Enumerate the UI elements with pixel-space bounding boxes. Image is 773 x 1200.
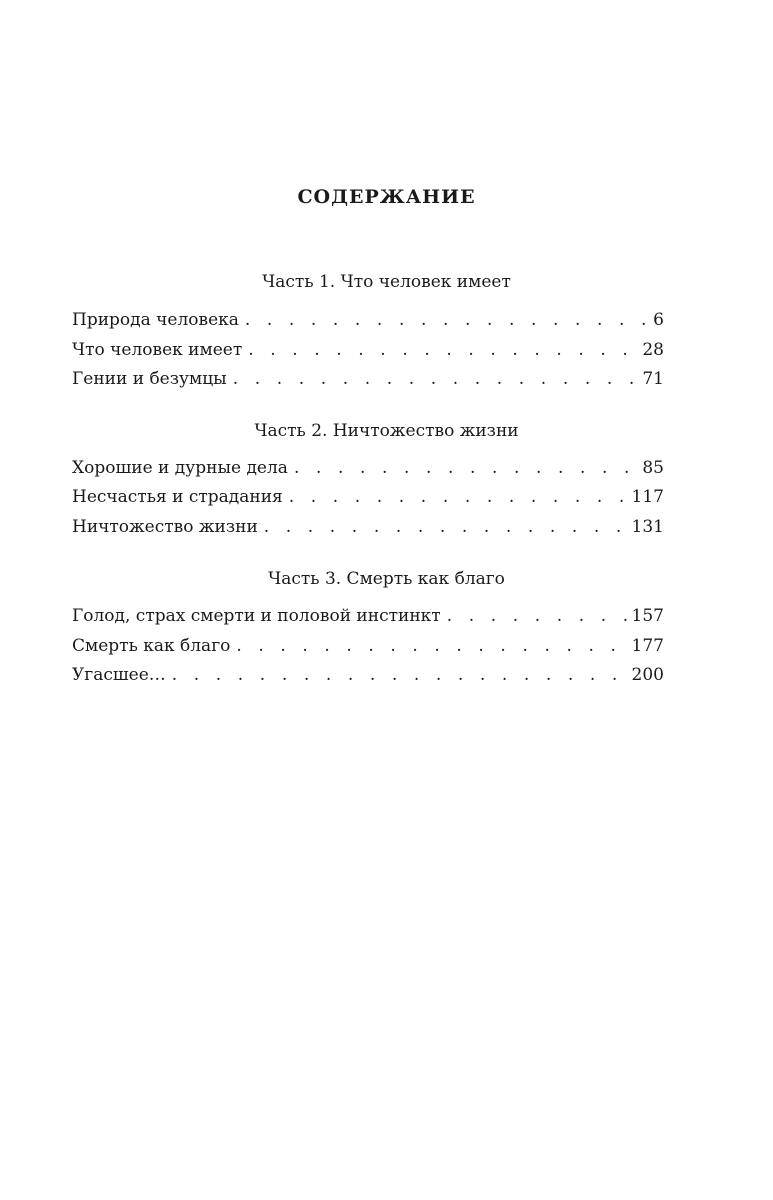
toc-entry-page: 85 — [642, 458, 664, 478]
toc-entry-page: 131 — [631, 517, 664, 537]
toc-entry-page: 200 — [631, 665, 664, 685]
toc-title: СОДЕРЖАНИЕ — [297, 186, 476, 208]
toc-entry[interactable] — [72, 517, 664, 543]
toc-entry[interactable] — [72, 487, 664, 513]
toc-entry[interactable] — [72, 665, 664, 691]
toc-entry[interactable] — [72, 636, 664, 662]
toc-entry-label: Угасшее… — [72, 665, 166, 685]
toc-entry-page: 157 — [631, 606, 664, 626]
toc-entry[interactable] — [72, 340, 664, 366]
toc-entry-page: 177 — [631, 636, 664, 656]
dot-leader — [294, 458, 638, 478]
dot-leader — [233, 369, 639, 389]
toc-entry-page: 117 — [631, 487, 664, 507]
toc-entry-label: Гении и безумцы — [72, 369, 227, 389]
dot-leader — [289, 487, 628, 507]
toc-entry-page: 71 — [642, 369, 664, 389]
dot-leader — [236, 636, 627, 656]
toc-entry-page: 6 — [653, 310, 664, 330]
toc-entry[interactable] — [72, 369, 664, 395]
part-heading: Часть 2. Ничтожество жизни — [254, 421, 519, 441]
toc-entry-label: Смерть как благо — [72, 636, 231, 656]
toc-entry[interactable] — [72, 606, 664, 632]
dot-leader — [248, 340, 638, 360]
toc-entry[interactable] — [72, 458, 664, 484]
dot-leader — [245, 310, 649, 330]
dot-leader — [264, 517, 628, 537]
toc-entry-label: Голод, страх смерти и половой инстинкт — [72, 606, 441, 626]
part-heading: Часть 1. Что человек имеет — [262, 272, 511, 292]
toc-entry-label: Ничтожество жизни — [72, 517, 258, 537]
toc-entry-label: Хорошие и дурные дела — [72, 458, 288, 478]
toc-entry-label: Что человек имеет — [72, 340, 243, 360]
toc-entry-page: 28 — [642, 340, 664, 360]
dot-leader — [172, 665, 628, 685]
part-heading: Часть 3. Смерть как благо — [268, 569, 505, 589]
toc-entry-label: Природа человека — [72, 310, 239, 330]
toc-entry[interactable] — [72, 310, 664, 336]
toc-entry-label: Несчастья и страдания — [72, 487, 283, 507]
dot-leader — [447, 606, 628, 626]
